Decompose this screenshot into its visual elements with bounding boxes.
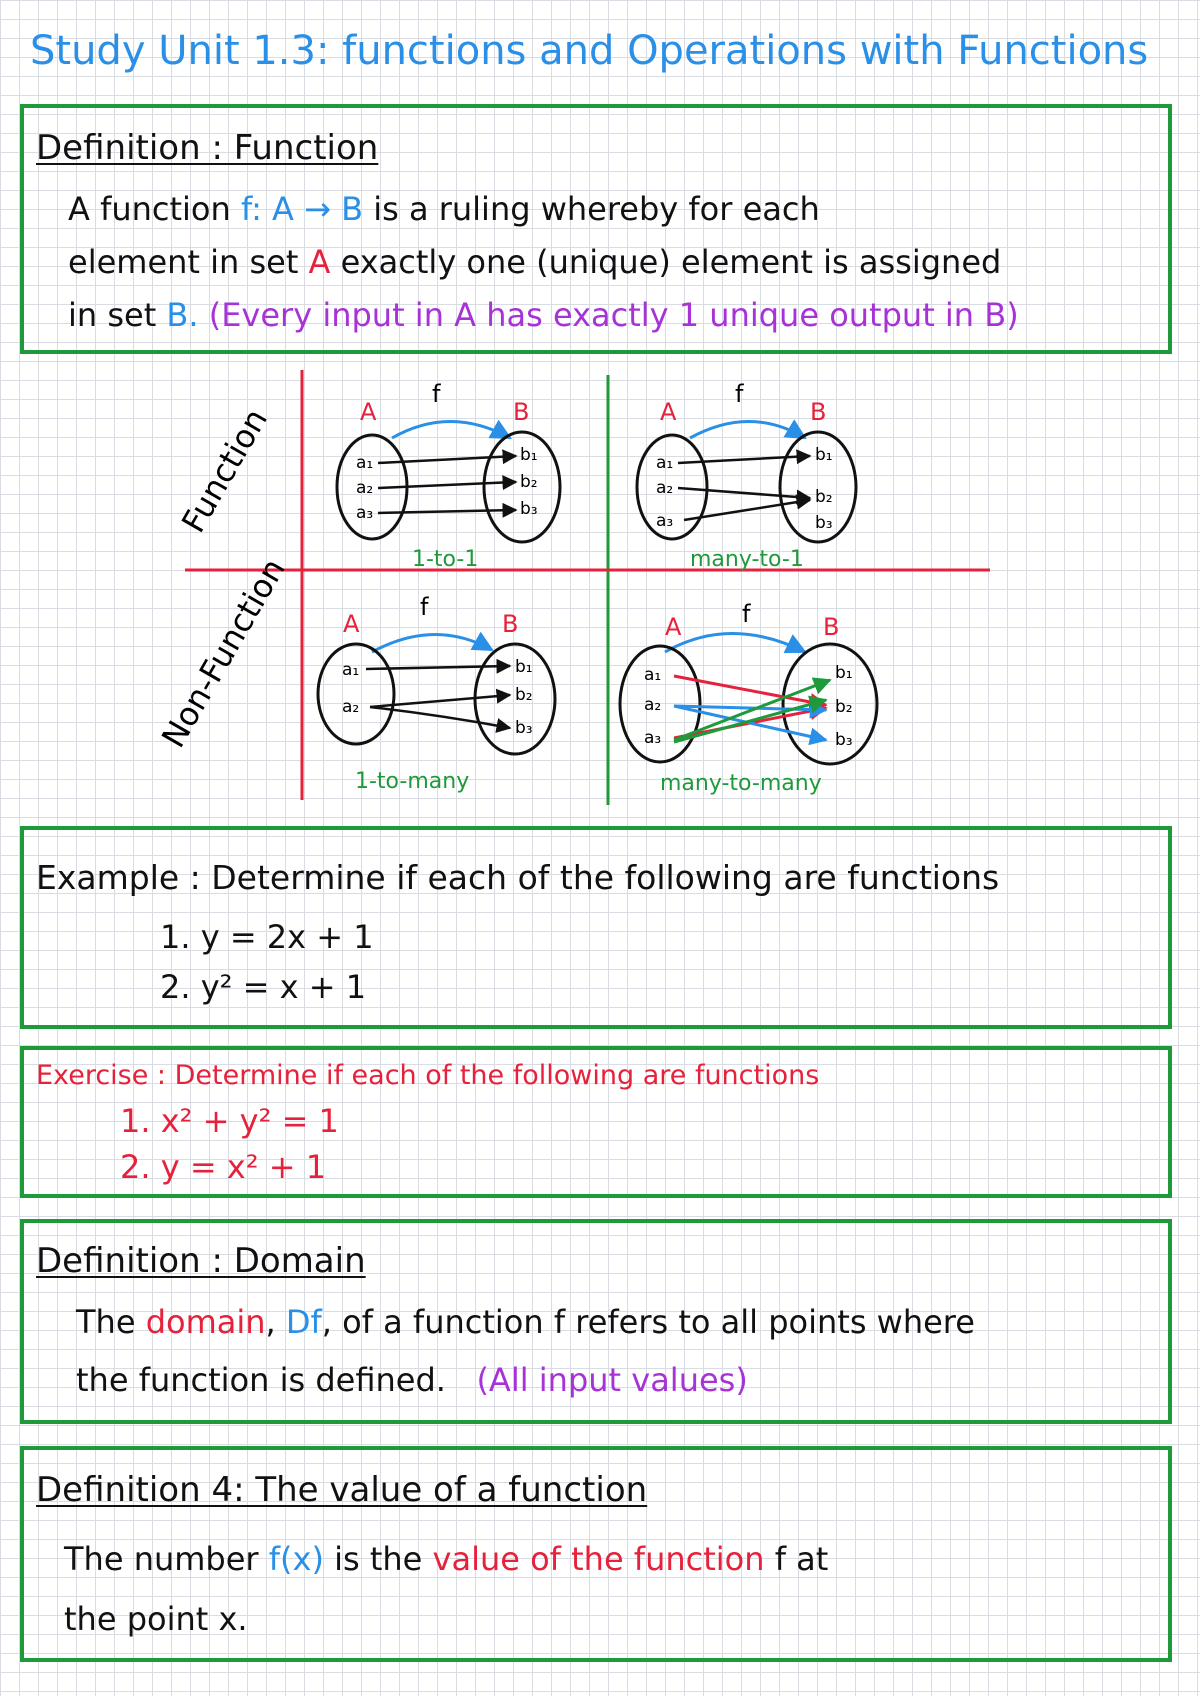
panel4-b2: b₂ <box>835 697 853 717</box>
panel1-a-label: A <box>360 398 377 426</box>
definition-value-line1: The number f(x) is the value of the function f at <box>64 1540 829 1578</box>
panel4-a3: a₃ <box>644 728 662 748</box>
panel3-mapping-arrow <box>372 634 492 652</box>
definition-function-note: (Every input in A has exactly 1 unique output in B) <box>208 296 1019 334</box>
definition-value-heading: Definition 4: The value of a function <box>36 1470 648 1510</box>
panel2-b1: b₁ <box>815 445 833 465</box>
definition-value-line2: the point x. <box>64 1600 248 1638</box>
panel4-a-label: A <box>665 613 682 641</box>
panel1-b3: b₃ <box>520 499 538 519</box>
panel2-a1: a₁ <box>656 453 674 473</box>
panel3-arrow-a2-b2 <box>370 695 510 707</box>
panel3-b3: b₃ <box>515 718 533 738</box>
value-expression: f(x) <box>268 1540 324 1578</box>
panel1-a2: a₂ <box>356 478 374 498</box>
panel1-a3: a₃ <box>356 503 374 523</box>
set-a-label: A <box>308 243 331 281</box>
panel4-b3: b₃ <box>835 730 853 750</box>
exercise-heading: Exercise : Determine if each of the following are functions <box>36 1060 820 1091</box>
panel4-caption: many-to-many <box>660 771 822 796</box>
definition-domain-line1: The domain, Df, of a function f refers to all points where <box>76 1303 975 1341</box>
panel3-set-a <box>318 644 394 744</box>
panel2-b3: b₃ <box>815 513 833 533</box>
domain-note: (All input values) <box>476 1361 748 1399</box>
panel-many-to-one <box>637 380 856 572</box>
example-item-2: 2. y² = x + 1 <box>160 968 367 1006</box>
exercise-item-1: 1. x² + y² = 1 <box>120 1102 339 1140</box>
panel2-b2: b₂ <box>815 487 833 507</box>
definition-function-heading: Definition : Function <box>36 128 379 168</box>
function-notation: f: A → B <box>240 190 364 228</box>
panel1-f-label: f <box>432 380 441 408</box>
panel4-b-label: B <box>823 613 840 641</box>
panel4-f-label: f <box>742 600 751 628</box>
page-title: Study Unit 1.3: functions and Operations with Functions <box>30 28 1149 74</box>
panel2-caption: many-to-1 <box>690 547 804 572</box>
panel4-b1: b₁ <box>835 663 853 683</box>
exercise-box <box>20 1046 1172 1198</box>
panel1-b2: b₂ <box>520 472 538 492</box>
definition-domain-box <box>20 1219 1172 1424</box>
panel1-arrow-a2-b2 <box>378 482 516 488</box>
domain-symbol: Df <box>285 1303 322 1341</box>
definition-domain-line2: the function is defined. (All input values) <box>76 1361 748 1399</box>
mapping-diagram <box>0 360 1200 820</box>
panel4-a2: a₂ <box>644 695 662 715</box>
panel-many-to-many <box>620 600 877 796</box>
panel-one-to-many <box>318 593 555 794</box>
domain-term: domain <box>145 1303 266 1341</box>
panel3-b2: b₂ <box>515 685 533 705</box>
panel3-a2: a₂ <box>342 697 360 717</box>
example-item-1: 1. y = 2x + 1 <box>160 918 374 956</box>
definition-function-line3: in set B. (Every input in A has exactly 1 unique output in B) <box>68 296 1019 334</box>
panel-one-to-one <box>337 380 560 572</box>
panel2-arrow-a1-b1 <box>678 456 810 463</box>
example-heading: Example : Determine if each of the following are functions <box>36 858 1000 897</box>
panel4-mapping-arrow <box>665 634 805 653</box>
panel2-f-label: f <box>735 380 744 408</box>
panel3-a1: a₁ <box>342 660 360 680</box>
panel1-caption: 1-to-1 <box>412 547 479 572</box>
panel2-mapping-arrow <box>690 422 805 439</box>
panel4-a1: a₁ <box>644 665 662 685</box>
panel1-arrow-a1-b1 <box>378 456 516 463</box>
definition-domain-heading: Definition : Domain <box>36 1241 366 1281</box>
row-label-non-function: Non-Function <box>154 551 293 754</box>
row-label-function: Function <box>174 402 275 539</box>
panel2-a3: a₃ <box>656 511 674 531</box>
example-box <box>20 826 1172 1029</box>
panel1-b-label: B <box>513 398 530 426</box>
panel3-f-label: f <box>420 593 429 621</box>
panel3-caption: 1-to-many <box>355 769 470 794</box>
definition-value-box <box>20 1446 1172 1662</box>
definition-function-line1: A function f: A → B is a ruling whereby for each <box>68 190 820 228</box>
exercise-item-2: 2. y = x² + 1 <box>120 1148 327 1186</box>
definition-function-box <box>20 104 1172 354</box>
set-b-label: B. <box>166 296 199 334</box>
panel1-a1: a₁ <box>356 453 374 473</box>
panel3-b-label: B <box>502 610 519 638</box>
panel2-a2: a₂ <box>656 478 674 498</box>
panel1-mapping-arrow <box>392 422 510 439</box>
panel1-arrow-a3-b3 <box>378 510 516 513</box>
panel2-b-label: B <box>810 398 827 426</box>
definition-function-line2: element in set A exactly one (unique) element is assigned <box>68 243 1002 281</box>
panel4-set-b <box>783 644 877 764</box>
panel3-b1: b₁ <box>515 657 533 677</box>
panel1-b1: b₁ <box>520 445 538 465</box>
panel2-a-label: A <box>660 398 677 426</box>
panel2-arrow-a2-b2 <box>678 488 810 498</box>
value-term: value of the function <box>432 1540 765 1578</box>
panel3-a-label: A <box>343 610 360 638</box>
